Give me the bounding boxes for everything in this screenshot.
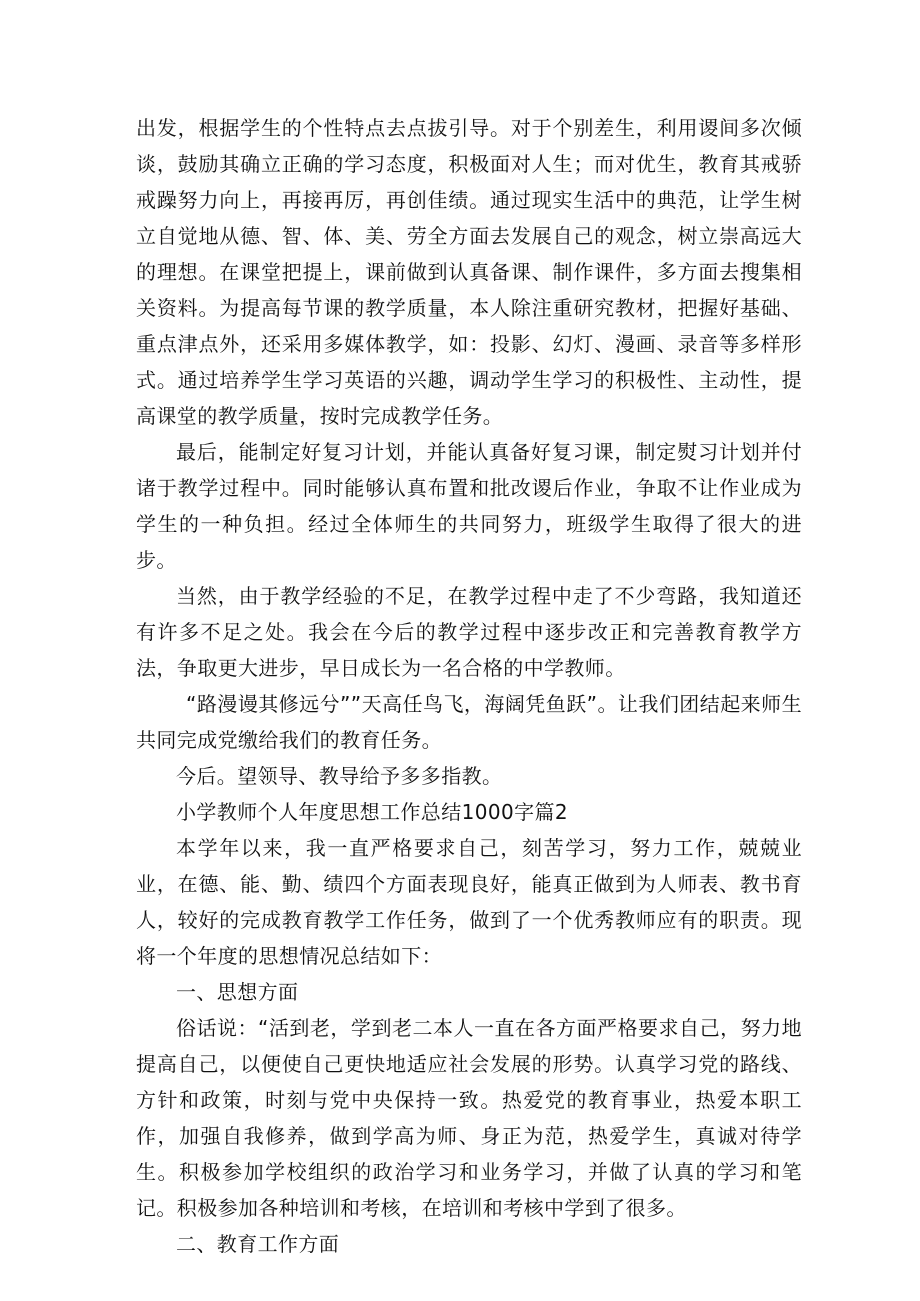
paragraph-closing-request: 今后。望领导、教导给予多多指教。: [176, 764, 503, 788]
paragraph-ideology: 俗话说：“活到老，学到老二本人一直在各方面严格要求自己，努力地提高自己，以便使自己更快地适应社会发展的形势。认真学习党的路线、方针和政策，时刻与党中央保持一致。热爱党的教育事业，热爱本职工作，加强自我修养，做到学高为师、身正为范，热爱学生，真诚对待学生。积极参加学校组织的政治学习和业务学习，并做了认真的学习和笔记。积极参加各种培训和考核，在培训和考核中学到了很多。: [136, 1016, 802, 1220]
paragraph-intro-article-2: 本学年以来，我一直严格要求自己，刻苦学习，努力工作，兢兢业业，在德、能、勤、绩四个方面表现良好，能真正做到为人师表、教书育人，较好的完成教育教学工作任务，做到了一个优秀教师应有的职责。现将一个年度的思想情况总结如下：: [136, 836, 802, 968]
paragraph-quote: “路漫谩其修远兮””天高任鸟飞，海阔凭鱼跃”。让我们团结起来师生共同完成党缴给我们的教育任务。: [136, 692, 802, 752]
paragraph-continuation: 出发，根据学生的个性特点去点拔引导。对于个别差生，利用谡间多次倾谈，鼓励其确立正确的学习态度，积极面对人生；而对优生，教育其戒骄戒躁努力向上，再接再厉，再创佳绩。通过现实生活中的典范，让学生树立自觉地从德、智、体、美、劳全方面去发展自己的观念，树立崇高远大的理想。在课堂把提上，课前做到认真备课、制作课件，多方面去搜集相关资料。为提高每节课的教学质量，本人除注重研究教材，把握好基础、重点津点外，还采用多媒体教学，如：投影、幻灯、漫画、录音等多样形式。通过培养学生学习英语的兴趣，调动学生学习的积极性、主动性，提高课堂的教学质量，按时完成教学任务。: [136, 116, 802, 428]
section-title-article-2: 小学教师个人年度思想工作总结1000字篇2: [176, 800, 569, 824]
heading-education-work: 二、教育工作方面: [176, 1232, 340, 1256]
paragraph-review-plan: 最后，能制定好复习计划，并能认真备好复习课，制定熨习计划并付诸于教学过程中。同时能够认真布置和批改谡后作业，争取不让作业成为学生的一种负担。经过全体师生的共同努力，班级学生取得了很大的进步。: [136, 440, 802, 572]
paragraph-shortcomings: 当然，由于教学经验的不足，在教学过程中走了不少弯路，我知道还有许多不足之处。我会在今后的教学过程中逐步改正和完善教育教学方法，争取更大进步，早日成长为一名合格的中学教师。: [136, 584, 802, 680]
heading-ideology: 一、思想方面: [176, 980, 299, 1004]
